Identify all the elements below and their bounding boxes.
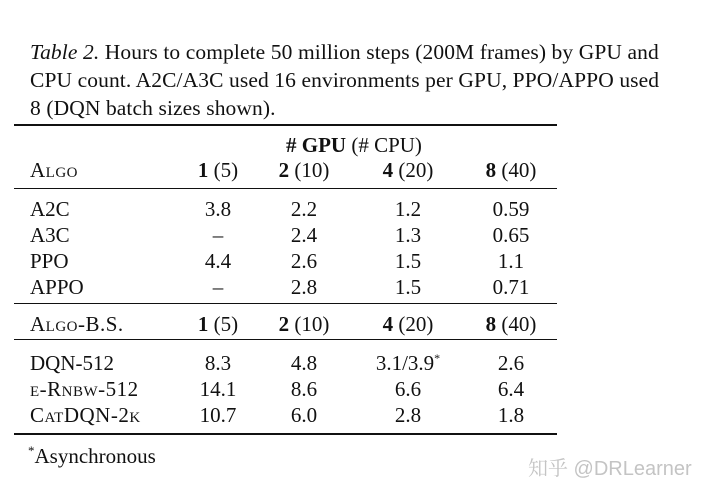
caption-label: Table 2. — [30, 40, 100, 64]
top-rule — [14, 124, 557, 126]
header-col-2: 2 (10) — [278, 158, 330, 182]
table-cell: 1.5 — [394, 275, 422, 299]
header-algo: Algo — [30, 158, 78, 182]
row-label: ϵ-Rnbw-512 — [30, 377, 139, 401]
header-col-1: 1 (5) — [197, 158, 239, 182]
row-label: A2C — [30, 197, 70, 221]
row-label: DQN-512 — [30, 351, 114, 375]
table-cell: – — [212, 275, 224, 299]
row-label: A3C — [30, 223, 70, 247]
table-cell: 0.71 — [492, 275, 530, 299]
table-cell: 8.3 — [204, 351, 232, 375]
header-algo-bs: Algo-B.S. — [30, 312, 124, 336]
table-cell: 6.4 — [497, 377, 525, 401]
table-cell: 6.6 — [394, 377, 422, 401]
table-caption — [30, 38, 670, 122]
table-cell: 2.6 — [290, 249, 318, 273]
table-cell: 0.65 — [492, 223, 530, 247]
header2-rule — [14, 339, 557, 340]
row-label: APPO — [30, 275, 84, 299]
table-cell: 0.59 — [492, 197, 530, 221]
table-cell: 10.7 — [199, 403, 237, 427]
table-cell: 1.2 — [394, 197, 422, 221]
table-cell: 2.2 — [290, 197, 318, 221]
footnote — [28, 444, 156, 469]
table-cell: 3.1/3.9* — [375, 351, 441, 375]
table-cell: 4.4 — [204, 249, 232, 273]
watermark: 知乎 @DRLearner — [528, 458, 692, 480]
table-cell: 1.5 — [394, 249, 422, 273]
table-cell: 2.6 — [497, 351, 525, 375]
header2-col-1: 1 (5) — [197, 312, 239, 336]
row-label: CatDQN-2k — [30, 403, 141, 427]
section-rule — [14, 303, 557, 304]
async-mark: * — [434, 351, 441, 365]
caption-text: Hours to complete 50 million steps (200M frames) by GPU and CPU count. A2C/A3C used 16 environments per GPU, PPO/APPO used 8 (DQN batch sizes shown). — [30, 40, 660, 120]
header-col-4: 8 (40) — [485, 158, 537, 182]
table-cell: 14.1 — [199, 377, 237, 401]
table-cell: 8.6 — [290, 377, 318, 401]
table-cell: 1.1 — [497, 249, 525, 273]
table-cell: 3.8 — [204, 197, 232, 221]
bottom-rule — [14, 433, 557, 435]
header2-col-2: 2 (10) — [278, 312, 330, 336]
row-label: PPO — [30, 249, 69, 273]
table-cell: 1.8 — [497, 403, 525, 427]
table-cell: 6.0 — [290, 403, 318, 427]
footnote-mark: * — [28, 443, 35, 458]
table-cell: 2.8 — [290, 275, 318, 299]
table-cell: 1.3 — [394, 223, 422, 247]
table-cell: 4.8 — [290, 351, 318, 375]
header-rule — [14, 188, 557, 189]
footnote-text: Asynchronous — [34, 444, 156, 468]
header2-col-3: 4 (20) — [382, 312, 434, 336]
table-cell: 2.8 — [394, 403, 422, 427]
header-col-3: 4 (20) — [382, 158, 434, 182]
gpu-group-header: # GPU (# CPU) — [286, 133, 422, 157]
table-cell: 2.4 — [290, 223, 318, 247]
header2-col-4: 8 (40) — [485, 312, 537, 336]
table-cell: – — [212, 223, 224, 247]
